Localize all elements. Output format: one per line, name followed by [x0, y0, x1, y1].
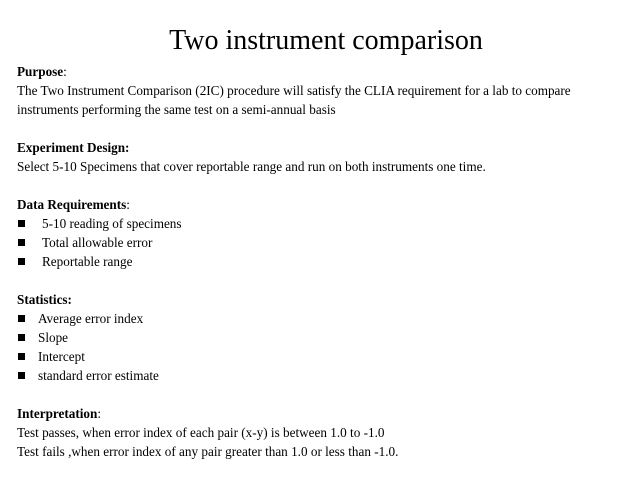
- data-requirements-list: [17, 214, 627, 271]
- purpose-text: The Two Instrument Comparison (2IC) procedure will satisfy the CLIA requirement for a lab to compare instruments performing the same test on a semi-annual basis: [17, 83, 571, 117]
- statistics-list: [17, 309, 627, 385]
- experiment-design-text: Select 5-10 Specimens that cover reportable range and run on both instruments one time.: [17, 159, 486, 174]
- spacer: [17, 119, 627, 138]
- slide-title: Two instrument comparison: [169, 25, 483, 56]
- data-requirements-colon: :: [126, 197, 130, 212]
- interpretation-colon: :: [97, 406, 102, 421]
- interpretation-line: Test passes, when error index of each pair (x-y) is between 1.0 to -1.0: [17, 425, 385, 440]
- interpretation-line: Test fails ,when error index of any pair greater than 1.0 or less than -1.0.: [17, 444, 399, 459]
- data-requirements-section: [17, 195, 627, 271]
- interpretation-section: [17, 404, 627, 461]
- list-item: Intercept: [17, 347, 627, 366]
- spacer: [17, 271, 627, 290]
- list-item: Average error index: [17, 309, 627, 328]
- spacer: [17, 176, 627, 195]
- list-item: 5-10 reading of specimens: [17, 214, 627, 233]
- list-item: Total allowable error: [17, 233, 627, 252]
- data-requirements-heading: Data Requirements: [17, 197, 127, 212]
- list-item: Reportable range: [17, 252, 627, 271]
- purpose-heading: Purpose: [17, 64, 64, 79]
- list-item: standard error estimate: [17, 366, 627, 385]
- square-bullet-icon: [18, 372, 25, 379]
- square-bullet-icon: [18, 353, 25, 360]
- purpose-section: [17, 62, 627, 119]
- statistics-heading: Statistics:: [17, 292, 72, 307]
- slide-content: [17, 62, 627, 461]
- square-bullet-icon: [18, 258, 25, 265]
- interpretation-heading: Interpretation: [17, 406, 98, 421]
- spacer: [17, 385, 627, 404]
- experiment-design-section: [17, 138, 627, 176]
- square-bullet-icon: [18, 334, 25, 341]
- experiment-design-heading: Experiment Design:: [17, 140, 130, 155]
- statistics-section: [17, 290, 627, 385]
- list-item: Slope: [17, 328, 627, 347]
- square-bullet-icon: [18, 315, 25, 322]
- square-bullet-icon: [18, 220, 25, 227]
- purpose-colon: :: [63, 64, 67, 79]
- square-bullet-icon: [18, 239, 25, 246]
